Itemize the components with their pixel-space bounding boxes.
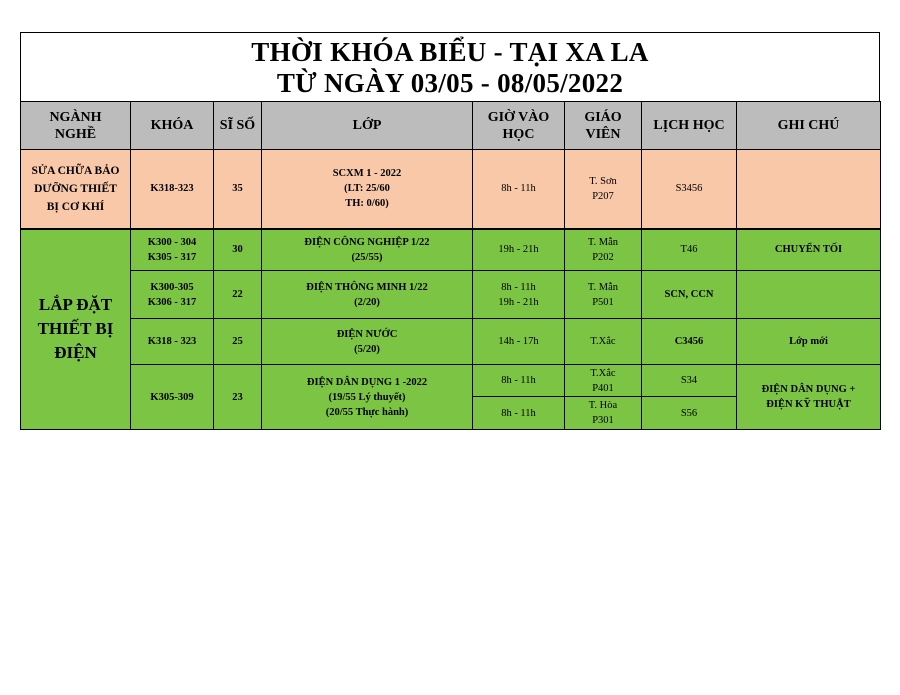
lop-cell <box>262 319 473 365</box>
khoa-cell: K305-309 <box>131 365 214 430</box>
header-nganh-line1: NGÀNH <box>49 109 102 125</box>
nganh-line: THIẾT BỊ <box>37 319 114 339</box>
header-si-so: SĨ SỐ <box>214 102 262 150</box>
nganh-line: DƯỠNG THIẾT <box>34 182 117 195</box>
gv-line: T. Mẫn <box>587 281 619 293</box>
khoa-line: K300-305 <box>150 281 194 293</box>
lop-cell <box>262 271 473 319</box>
ghi-chu-cell: Lớp mới <box>737 319 881 365</box>
lich-cell: S56 <box>642 397 737 430</box>
table-row <box>21 150 881 229</box>
gv-line: T. Mẫn <box>587 236 619 248</box>
khoa-cell <box>131 271 214 319</box>
khoa-line: K300 - 304 <box>147 236 197 248</box>
header-gv-line1: GIÁO <box>584 109 622 125</box>
si-so-cell: 23 <box>214 365 262 430</box>
lop-line: (5/20) <box>354 343 380 355</box>
lop-cell <box>262 150 473 229</box>
lich-cell: C3456 <box>642 319 737 365</box>
gv-line: T.Xắc <box>590 367 616 379</box>
header-khoa: KHÓA <box>131 102 214 150</box>
gio-cell: 8h - 11h <box>473 397 565 430</box>
khoa-cell: K318 - 323 <box>131 319 214 365</box>
gio-cell: 8h - 11h <box>473 365 565 397</box>
gio-cell <box>473 271 565 319</box>
table-row <box>21 271 881 319</box>
lop-line: ĐIỆN DÂN DỤNG 1 -2022 <box>306 376 428 388</box>
ghi-chu-cell: CHUYỂN TỐI <box>737 229 881 271</box>
gv-cell <box>565 365 642 397</box>
khoa-line: K306 - 317 <box>147 296 197 308</box>
lop-line: (20/55 Thực hành) <box>325 406 409 418</box>
lop-line: (25/55) <box>351 251 383 263</box>
gv-line: T. Hòa <box>588 400 618 411</box>
gio-line: 19h - 21h <box>498 296 539 308</box>
lop-line: ĐIỆN THÔNG MINH 1/22 <box>306 281 428 293</box>
lop-cell <box>262 365 473 430</box>
gv-cell <box>565 229 642 271</box>
header-lich-hoc: LỊCH HỌC <box>642 102 737 150</box>
ghi-chu-cell <box>737 365 881 430</box>
lich-cell: SCN, CCN <box>642 271 737 319</box>
nganh-line: LẮP ĐẶT <box>38 295 113 315</box>
nganh-line: ĐIỆN <box>54 343 97 363</box>
khoa-cell: K318-323 <box>131 150 214 229</box>
lich-cell: T46 <box>642 229 737 271</box>
nganh-line: SỬA CHỮA BẢO <box>31 164 120 177</box>
lop-line: (2/20) <box>354 296 380 308</box>
nganh-cell <box>21 150 131 229</box>
header-gv-line2: VIÊN <box>585 126 621 142</box>
gv-cell: T.Xắc <box>565 319 642 365</box>
timetable <box>20 101 881 430</box>
gv-line: P207 <box>592 190 614 202</box>
header-nganh <box>21 102 131 150</box>
title-box <box>20 32 880 101</box>
si-so-cell: 22 <box>214 271 262 319</box>
nganh-cell <box>21 229 131 430</box>
gv-line: P301 <box>592 415 614 426</box>
ghi-chu-line: ĐIỆN KỸ THUẬT <box>766 399 851 410</box>
gv-cell <box>565 397 642 430</box>
lich-cell: S3456 <box>642 150 737 229</box>
gv-line: P501 <box>592 296 614 308</box>
gv-cell <box>565 150 642 229</box>
header-gio-line1: GIỜ VÀO <box>487 109 550 125</box>
si-so-cell: 30 <box>214 229 262 271</box>
header-giao-vien <box>565 102 642 150</box>
khoa-line: K305 - 317 <box>147 251 197 263</box>
lop-line: (19/55 Lý thuyết) <box>328 391 406 403</box>
title-line-1: THỜI KHÓA BIỂU - TẠI XA LA <box>251 37 649 67</box>
ghi-chu-cell <box>737 271 881 319</box>
gv-cell <box>565 271 642 319</box>
nganh-line: BỊ CƠ KHÍ <box>46 200 105 213</box>
lop-line: TH: 0/60) <box>345 198 389 210</box>
header-nganh-line2: NGHỀ <box>54 126 97 142</box>
table-row <box>21 319 881 365</box>
lop-line: (LT: 25/60 <box>344 183 390 195</box>
gio-cell: 8h - 11h <box>473 150 565 229</box>
gv-line: P401 <box>592 382 614 394</box>
si-so-cell: 35 <box>214 150 262 229</box>
table-row <box>21 365 881 397</box>
gio-cell: 14h - 17h <box>473 319 565 365</box>
gv-line: T. Sơn <box>589 175 617 187</box>
si-so-cell: 25 <box>214 319 262 365</box>
title-line-2: TỪ NGÀY 03/05 - 08/05/2022 <box>276 68 624 98</box>
gio-cell: 19h - 21h <box>473 229 565 271</box>
header-row <box>21 102 881 150</box>
lop-line: SCXM 1 - 2022 <box>332 168 402 180</box>
lop-cell <box>262 229 473 271</box>
gio-line: 8h - 11h <box>501 281 536 293</box>
timetable-sheet <box>20 32 880 430</box>
header-ghi-chu: GHI CHÚ <box>737 102 881 150</box>
ghi-chu-line: ĐIỆN DÂN DỤNG + <box>761 384 856 395</box>
lop-line: ĐIỆN CÔNG NGHIỆP 1/22 <box>304 236 430 248</box>
khoa-cell <box>131 229 214 271</box>
header-gio-line2: HỌC <box>502 126 535 142</box>
table-row <box>21 229 881 271</box>
lich-cell: S34 <box>642 365 737 397</box>
gv-line: P202 <box>592 251 614 263</box>
header-gio <box>473 102 565 150</box>
lop-line: ĐIỆN NƯỚC <box>336 328 398 340</box>
ghi-chu-cell <box>737 150 881 229</box>
header-lop: LỚP <box>262 102 473 150</box>
